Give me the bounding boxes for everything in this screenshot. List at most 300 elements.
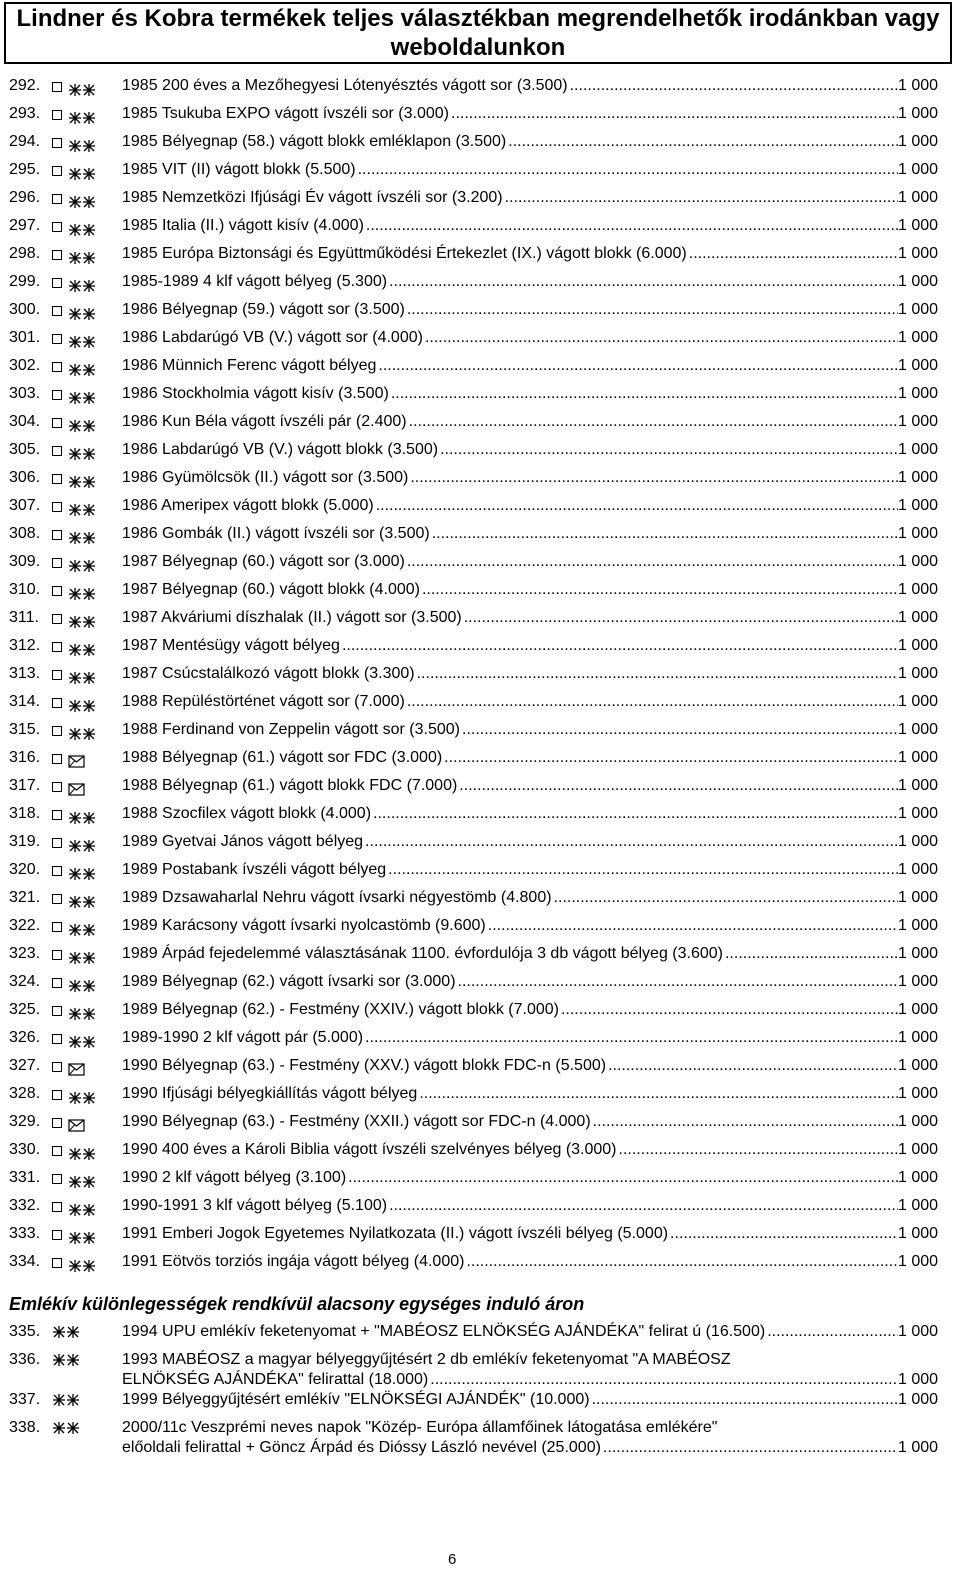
- item-number: 309.: [9, 553, 41, 570]
- item-description: [122, 940, 898, 968]
- order-checkbox[interactable]: [52, 810, 62, 820]
- item-price: 1 000: [898, 1248, 950, 1276]
- item-description-text: előoldali felirattal + Göncz Árpád és Dióssy László nevével (25.000): [122, 1439, 601, 1456]
- item-number: 310.: [9, 581, 41, 598]
- item-number: 311.: [9, 609, 39, 626]
- item-description: [122, 1136, 898, 1164]
- item-price: 1 000: [898, 268, 950, 296]
- list-item: [0, 660, 960, 688]
- item-description: [122, 352, 898, 380]
- order-checkbox[interactable]: [52, 1062, 62, 1072]
- item-description-text: 1986 Gombák (II.) vágott ívszéli sor (3.500): [122, 525, 430, 542]
- item-price: 1 000: [898, 128, 950, 156]
- item-description: [122, 828, 898, 856]
- list-item: [0, 408, 960, 436]
- item-number: 318.: [9, 805, 41, 822]
- item-description-text: 1986 Labdarúgó VB (V.) vágott blokk (3.500): [122, 441, 439, 458]
- list-item: [0, 716, 960, 744]
- item-description: [122, 1390, 898, 1410]
- item-price: 1 000: [898, 1080, 950, 1108]
- list-item: [0, 884, 960, 912]
- list-item: [0, 1080, 960, 1108]
- stamp-star-icon: [52, 1353, 80, 1367]
- item-description-text: 1988 Bélyegnap (61.) vágott sor FDC (3.000): [122, 749, 443, 766]
- item-number: 320.: [9, 861, 41, 878]
- order-checkbox[interactable]: [52, 278, 62, 288]
- item-price: 1 000: [898, 72, 950, 100]
- item-description: [122, 240, 898, 268]
- item-description-text: 1987 Bélyegnap (60.) vágott blokk (4.000): [122, 581, 420, 598]
- stamp-star-icon: [68, 947, 96, 961]
- item-price: 1 000: [898, 1164, 950, 1192]
- order-checkbox[interactable]: [52, 82, 62, 92]
- item-number: 312.: [9, 637, 41, 654]
- item-description-text: 1985 Tsukuba EXPO vágott ívszéli sor (3.000): [122, 105, 449, 122]
- item-price: 1 000: [898, 632, 950, 660]
- item-description: [122, 688, 898, 716]
- item-number: 338.: [9, 1419, 41, 1436]
- stamp-star-icon: [68, 1255, 96, 1269]
- item-description-text: 1988 Repüléstörténet vágott sor (7.000): [122, 693, 405, 710]
- order-checkbox[interactable]: [52, 1006, 62, 1016]
- item-price: 1 000: [898, 772, 950, 800]
- order-checkbox[interactable]: [52, 1202, 62, 1212]
- order-checkbox[interactable]: [52, 866, 62, 876]
- order-checkbox[interactable]: [52, 670, 62, 680]
- order-checkbox[interactable]: [52, 1090, 62, 1100]
- stamp-star-icon: [52, 1325, 80, 1339]
- item-price: 1 000: [898, 744, 950, 772]
- stamp-star-icon: [68, 583, 96, 597]
- item-description-text: 1985 Italia (II.) vágott kisív (4.000): [122, 217, 364, 234]
- list-item: [0, 968, 960, 996]
- envelope-icon: [68, 1059, 96, 1073]
- stamp-star-icon: [68, 415, 96, 429]
- order-checkbox[interactable]: [52, 474, 62, 484]
- item-price: 1 000: [898, 828, 950, 856]
- item-number: 319.: [9, 833, 41, 850]
- item-description-text: 1985 Bélyegnap (58.) vágott blokk emléklapon (3.500): [122, 133, 507, 150]
- item-number: 297.: [9, 217, 41, 234]
- list-item: [0, 1164, 960, 1192]
- item-number: 316.: [9, 749, 41, 766]
- stamp-star-icon: [68, 975, 96, 989]
- list-item: [0, 520, 960, 548]
- item-description-text: 1990 Ifjúsági bélyegkiállítás vágott bélyeg: [122, 1085, 418, 1102]
- item-description: [122, 464, 898, 492]
- item-description: [122, 968, 898, 996]
- order-checkbox[interactable]: [52, 1146, 62, 1156]
- item-description: [122, 100, 898, 128]
- item-number: 329.: [9, 1113, 41, 1130]
- item-description: [122, 268, 898, 296]
- order-checkbox[interactable]: [52, 1034, 62, 1044]
- list-item: [0, 1108, 960, 1136]
- list-item: [0, 240, 960, 268]
- item-number: 332.: [9, 1197, 41, 1214]
- order-checkbox[interactable]: [52, 1230, 62, 1240]
- order-checkbox[interactable]: [52, 782, 62, 792]
- stamp-star-icon: [68, 331, 96, 345]
- order-checkbox[interactable]: [52, 698, 62, 708]
- list-item: [0, 744, 960, 772]
- order-checkbox[interactable]: [52, 418, 62, 428]
- item-number: 296.: [9, 189, 41, 206]
- item-description: [122, 1164, 898, 1192]
- order-checkbox[interactable]: [52, 950, 62, 960]
- item-description-text: 1989 Bélyegnap (62.) vágott ívsarki sor (3.000): [122, 973, 456, 990]
- stamp-star-icon: [68, 1171, 96, 1185]
- stamp-star-icon: [68, 303, 96, 317]
- list-item: [0, 128, 960, 156]
- item-description-text: 1990 400 éves a Károli Biblia vágott ívszéli szelvényes bélyeg (3.000): [122, 1141, 617, 1158]
- order-checkbox[interactable]: [52, 166, 62, 176]
- item-description-text: 1987 Akváriumi díszhalak (II.) vágott sor (3.500): [122, 609, 462, 626]
- item-price: 1 000: [898, 352, 950, 380]
- order-checkbox[interactable]: [52, 110, 62, 120]
- item-number: 305.: [9, 441, 41, 458]
- stamp-star-icon: [68, 807, 96, 821]
- envelope-icon: [68, 1115, 96, 1129]
- item-number: 302.: [9, 357, 41, 374]
- stamp-star-icon: [68, 667, 96, 681]
- item-price: 1 000: [898, 1024, 950, 1052]
- item-description: [122, 576, 898, 604]
- item-price: 1 000: [898, 996, 950, 1024]
- stamp-star-icon: [68, 387, 96, 401]
- item-price: 1 000: [898, 156, 950, 184]
- item-number: 315.: [9, 721, 41, 738]
- item-price: 1 000: [898, 660, 950, 688]
- item-number: 295.: [9, 161, 41, 178]
- order-checkbox[interactable]: [52, 194, 62, 204]
- item-description-text: 1991 Emberi Jogok Egyetemes Nyilatkozata (II.) vágott ívszéli bélyeg (5.000): [122, 1225, 669, 1242]
- item-price: 1 000: [898, 1192, 950, 1220]
- item-description: [122, 72, 898, 100]
- stamp-star-icon: [52, 1393, 80, 1407]
- item-description: [122, 1220, 898, 1248]
- item-description: [122, 296, 898, 324]
- item-number: 306.: [9, 469, 41, 486]
- item-description-text: 1986 Bélyegnap (59.) vágott sor (3.500): [122, 301, 405, 318]
- item-price: 1 000: [898, 940, 950, 968]
- item-price: 1 000: [898, 716, 950, 744]
- item-price: 1 000: [898, 1136, 950, 1164]
- item-description-line: [122, 1350, 898, 1370]
- item-description-line: [122, 1418, 898, 1438]
- item-description: [122, 1248, 898, 1276]
- stamp-star-icon: [68, 499, 96, 513]
- item-number: 298.: [9, 245, 41, 262]
- order-checkbox[interactable]: [52, 642, 62, 652]
- item-description-line: [122, 1390, 898, 1410]
- item-description-text: 1988 Ferdinand von Zeppelin vágott sor (3.500): [122, 721, 460, 738]
- list-item: [0, 324, 960, 352]
- item-number: 293.: [9, 105, 41, 122]
- list-item: [0, 352, 960, 380]
- envelope-icon: [68, 779, 96, 793]
- order-checkbox[interactable]: [52, 726, 62, 736]
- list-item: [0, 800, 960, 828]
- order-checkbox[interactable]: [52, 978, 62, 988]
- stamp-star-icon: [68, 1143, 96, 1157]
- stamp-star-icon: [68, 359, 96, 373]
- list-item: [0, 1024, 960, 1052]
- item-number: 334.: [9, 1253, 41, 1270]
- item-description-text: 1987 Bélyegnap (60.) vágott sor (3.000): [122, 553, 405, 570]
- item-price: 1 000: [898, 464, 950, 492]
- item-description-line: [122, 1370, 898, 1390]
- item-description-text: 1986 Stockholmia vágott kisív (3.500): [122, 385, 389, 402]
- stamp-star-icon: [68, 723, 96, 737]
- stamp-star-icon: [68, 1199, 96, 1213]
- order-checkbox[interactable]: [52, 1258, 62, 1268]
- order-checkbox[interactable]: [52, 334, 62, 344]
- order-checkbox[interactable]: [52, 222, 62, 232]
- stamp-star-icon: [68, 1031, 96, 1045]
- item-description-text: 2000/11c Veszprémi neves napok "Közép- Európa államfőinek látogatása emlékére": [122, 1419, 718, 1436]
- item-description-text: 1987 Csúcstalálkozó vágott blokk (3.300): [122, 665, 415, 682]
- list-item: [0, 1192, 960, 1220]
- item-description-text: 1994 UPU emlékív feketenyomat + "MABÉOSZ ELNÖKSÉG AJÁNDÉKA" felirat ú (16.500): [122, 1323, 766, 1340]
- envelope-icon: [68, 751, 96, 765]
- item-number: 324.: [9, 973, 41, 990]
- item-description: [122, 1024, 898, 1052]
- order-checkbox[interactable]: [52, 922, 62, 932]
- item-number: 326.: [9, 1029, 41, 1046]
- item-description: [122, 212, 898, 240]
- item-price: 1 000: [898, 604, 950, 632]
- item-price: 1 000: [898, 800, 950, 828]
- item-price: 1 000: [898, 856, 950, 884]
- stamp-star-icon: [68, 639, 96, 653]
- item-price: 1 000: [898, 212, 950, 240]
- item-price: 1 000: [898, 1108, 950, 1136]
- item-description: [122, 1350, 898, 1390]
- header-banner: [4, 2, 952, 64]
- item-number: 317.: [9, 777, 41, 794]
- list-item: [0, 380, 960, 408]
- item-description-text: 1990 Bélyegnap (63.) - Festmény (XXV.) vágott blokk FDC-n (5.500): [122, 1057, 607, 1074]
- item-number: 321.: [9, 889, 41, 906]
- item-description: [122, 380, 898, 408]
- list-item: [0, 996, 960, 1024]
- catalog-list: [0, 72, 960, 1276]
- item-description-text: 1989 Postabank ívszéli vágott bélyeg: [122, 861, 387, 878]
- stamp-star-icon: [68, 891, 96, 905]
- item-description: [122, 520, 898, 548]
- list-item: [0, 268, 960, 296]
- page-number: 6: [448, 1551, 457, 1568]
- item-description: [122, 408, 898, 436]
- item-description: [122, 1080, 898, 1108]
- order-checkbox[interactable]: [52, 446, 62, 456]
- order-checkbox[interactable]: [52, 558, 62, 568]
- item-description: [122, 884, 898, 912]
- list-item: [0, 548, 960, 576]
- item-description: [122, 660, 898, 688]
- item-description-text: 1986 Labdarúgó VB (V.) vágott sor (4.000): [122, 329, 423, 346]
- list-item: [0, 72, 960, 100]
- stamp-star-icon: [68, 135, 96, 149]
- list-item: [0, 296, 960, 324]
- list-item: [0, 632, 960, 660]
- item-price: 1 000: [898, 324, 950, 352]
- item-price: 1 000: [898, 912, 950, 940]
- item-number: 314.: [9, 693, 41, 710]
- item-price: 1 000: [898, 240, 950, 268]
- list-item: [0, 576, 960, 604]
- item-description-text: 1990 Bélyegnap (63.) - Festmény (XXII.) vágott sor FDC-n (4.000): [122, 1113, 591, 1130]
- item-description-text: 1985 200 éves a Mezőhegyesi Lótenyésztés vágott sor (3.500): [122, 77, 568, 94]
- item-price: 1 000: [898, 1390, 950, 1410]
- stamp-star-icon: [68, 107, 96, 121]
- list-item: [0, 856, 960, 884]
- list-item: [0, 100, 960, 128]
- item-description-line: [122, 1438, 898, 1458]
- item-number: 322.: [9, 917, 41, 934]
- item-description: [122, 632, 898, 660]
- item-price: 1 000: [898, 436, 950, 464]
- item-price: 1 000: [898, 1322, 950, 1342]
- stamp-star-icon: [68, 555, 96, 569]
- list-item: [0, 688, 960, 716]
- item-price: 1 000: [898, 100, 950, 128]
- list-item: [0, 1136, 960, 1164]
- item-description: [122, 1052, 898, 1080]
- list-item: [0, 604, 960, 632]
- stamp-star-icon: [68, 163, 96, 177]
- item-description: [122, 1192, 898, 1220]
- stamp-star-icon: [68, 1003, 96, 1017]
- stamp-star-icon: [68, 247, 96, 261]
- item-number: 335.: [9, 1323, 41, 1340]
- item-description: [122, 548, 898, 576]
- item-description-text: 1989-1990 2 klf vágott pár (5.000): [122, 1029, 364, 1046]
- item-description-text: ELNÖKSÉG AJÁNDÉKA" felirattal (18.000): [122, 1371, 429, 1388]
- item-number: 313.: [9, 665, 41, 682]
- stamp-star-icon: [68, 1227, 96, 1241]
- item-description-text: 1985 Európa Biztonsági és Együttműködési Értekezlet (IX.) vágott blokk (6.000): [122, 245, 687, 262]
- list-item: [0, 184, 960, 212]
- item-price: 1 000: [898, 688, 950, 716]
- order-checkbox[interactable]: [52, 614, 62, 624]
- item-description-text: 1986 Gyümölcsök (II.) vágott sor (3.500): [122, 469, 409, 486]
- list-item: [0, 464, 960, 492]
- item-number: 307.: [9, 497, 41, 514]
- item-number: 323.: [9, 945, 41, 962]
- stamp-star-icon: [68, 1087, 96, 1101]
- stamp-star-icon: [68, 611, 96, 625]
- order-checkbox[interactable]: [52, 390, 62, 400]
- item-description-text: 1989 Dzsawaharlal Nehru vágott ívsarki négyestömb (4.800): [122, 889, 552, 906]
- order-checkbox[interactable]: [52, 306, 62, 316]
- item-description: [122, 800, 898, 828]
- stamp-star-icon: [68, 191, 96, 205]
- stamp-star-icon: [68, 863, 96, 877]
- item-number: 299.: [9, 273, 41, 290]
- item-description: [122, 772, 898, 800]
- item-description-text: 1985 VIT (II) vágott blokk (5.500): [122, 161, 356, 178]
- item-number: 336.: [9, 1351, 41, 1368]
- item-number: 333.: [9, 1225, 41, 1242]
- order-checkbox[interactable]: [52, 138, 62, 148]
- item-price: 1 000: [898, 548, 950, 576]
- stamp-star-icon: [68, 275, 96, 289]
- item-description-text: 1990-1991 3 klf vágott bélyeg (5.100): [122, 1197, 388, 1214]
- item-description: [122, 492, 898, 520]
- item-price: 1 000: [898, 1052, 950, 1080]
- item-number: 330.: [9, 1141, 41, 1158]
- order-checkbox[interactable]: [52, 1174, 62, 1184]
- item-number: 303.: [9, 385, 41, 402]
- item-description: [122, 324, 898, 352]
- list-item: [0, 156, 960, 184]
- item-description-text: 1988 Bélyegnap (61.) vágott blokk FDC (7.000): [122, 777, 458, 794]
- item-price: 1 000: [898, 1220, 950, 1248]
- item-description: [122, 1322, 898, 1342]
- item-description-text: 1986 Münnich Ferenc vágott bélyeg: [122, 357, 377, 374]
- stamp-star-icon: [68, 79, 96, 93]
- order-checkbox[interactable]: [52, 1118, 62, 1128]
- item-number: 327.: [9, 1057, 41, 1074]
- order-checkbox[interactable]: [52, 502, 62, 512]
- item-price: 1 000: [898, 520, 950, 548]
- stamp-star-icon: [68, 219, 96, 233]
- order-checkbox[interactable]: [52, 362, 62, 372]
- item-description: [122, 184, 898, 212]
- item-description-text: 1989 Bélyegnap (62.) - Festmény (XXIV.) vágott blokk (7.000): [122, 1001, 559, 1018]
- item-description: [122, 716, 898, 744]
- item-description-text: 1990 2 klf vágott bélyeg (3.100): [122, 1169, 347, 1186]
- item-description: [122, 912, 898, 940]
- list-item: [0, 1052, 960, 1080]
- item-description-text: 1999 Bélyeggyűjtésért emlékív "ELNÖKSÉGI AJÁNDÉK" (10.000): [122, 1391, 590, 1408]
- item-description: [122, 1108, 898, 1136]
- list-item: [0, 212, 960, 240]
- item-description: [122, 128, 898, 156]
- item-description-text: 1989 Karácsony vágott ívsarki nyolcastömb (9.600): [122, 917, 486, 934]
- order-checkbox[interactable]: [52, 754, 62, 764]
- item-description-text: 1989 Árpád fejedelemmé választásának 1100. évfordulója 3 db vágott bélyeg (3.600): [122, 945, 723, 962]
- order-checkbox[interactable]: [52, 838, 62, 848]
- item-description-text: 1986 Kun Béla vágott ívszéli pár (2.400): [122, 413, 407, 430]
- list-item: [0, 912, 960, 940]
- item-price: 1 000: [898, 576, 950, 604]
- item-description: [122, 856, 898, 884]
- stamp-star-icon: [68, 919, 96, 933]
- order-checkbox[interactable]: [52, 530, 62, 540]
- item-description-text: 1985-1989 4 klf vágott bélyeg (5.300): [122, 273, 388, 290]
- item-number: 301.: [9, 329, 41, 346]
- item-description: [122, 156, 898, 184]
- item-description-text: 1991 Eötvös torziós ingája vágott bélyeg (4.000): [122, 1253, 465, 1270]
- item-price: 1 000: [898, 408, 950, 436]
- item-description: [122, 436, 898, 464]
- order-checkbox[interactable]: [52, 894, 62, 904]
- item-price: 1 000: [898, 492, 950, 520]
- order-checkbox[interactable]: [52, 250, 62, 260]
- list-item: [0, 828, 960, 856]
- item-number: 331.: [9, 1169, 41, 1186]
- order-checkbox[interactable]: [52, 586, 62, 596]
- list-item: [0, 1220, 960, 1248]
- stamp-star-icon: [68, 527, 96, 541]
- list-item: [0, 772, 960, 800]
- item-description-text: 1986 Ameripex vágott blokk (5.000): [122, 497, 374, 514]
- list-item: [0, 1248, 960, 1276]
- item-number: 325.: [9, 1001, 41, 1018]
